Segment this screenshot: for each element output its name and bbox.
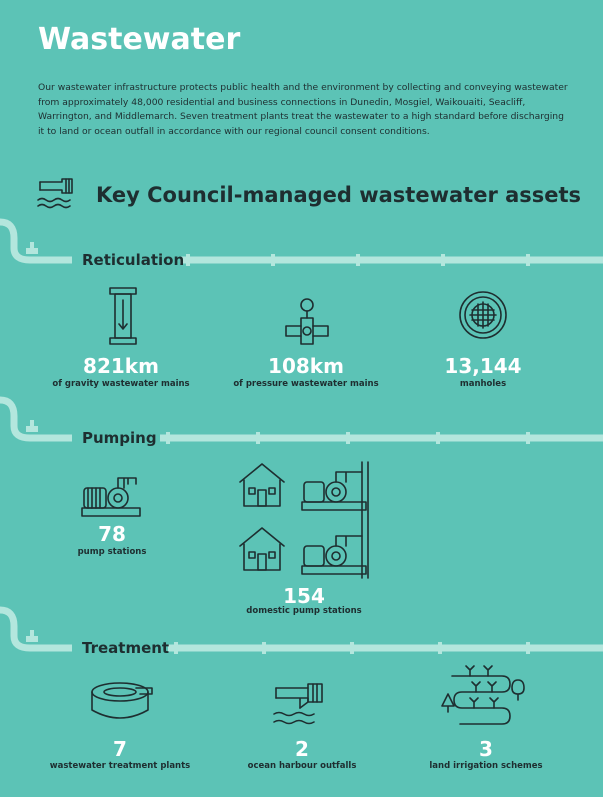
gravity-main-icon [108, 286, 138, 346]
outfall-pipe-icon [272, 682, 332, 726]
section-label-treatment: Treatment [82, 639, 170, 657]
stat-value: 154 [283, 584, 325, 608]
section-label-pumping: Pumping [82, 429, 157, 447]
stat-label: pump stations [77, 547, 147, 557]
key-assets-title: Key Council-managed wastewater assets [96, 183, 582, 207]
page-title: Wastewater [38, 22, 241, 57]
stat-value: 13,144 [444, 354, 522, 378]
stat-label: of gravity wastewater mains [52, 379, 190, 389]
pump-icon [80, 474, 142, 518]
stat-value: 7 [113, 737, 127, 761]
outfall-pipe-icon [36, 176, 80, 212]
stat-value: 3 [479, 737, 493, 761]
stat-label: of pressure wastewater mains [233, 379, 379, 389]
section-label-reticulation: Reticulation [82, 251, 185, 269]
house-pump-icon [236, 460, 376, 580]
irrigation-icon [440, 662, 526, 732]
stat-label: ocean harbour outfalls [247, 761, 357, 771]
pipe-divider [0, 396, 603, 456]
treatment-tank-icon [90, 680, 154, 724]
pressure-main-icon [284, 298, 330, 348]
manhole-icon [458, 290, 508, 340]
intro-paragraph: Our wastewater infrastructure protects public health and the environment by collecting and conveying wastewater from approximately 48,000 residential and business connections in Dunedin, Mosgiel, Waikouaiti, Seacliff, Warrington, and Middlemarch. Seven treatment plants treat the wastewater to a high standard before discharging it to land or ocean outfall in accordance with our regional council consent conditions. [38, 82, 568, 137]
pipe-divider [0, 606, 603, 666]
stat-label: land irrigation schemes [429, 761, 543, 771]
stat-label: wastewater treatment plants [49, 761, 191, 771]
stat-value: 78 [98, 522, 126, 546]
stat-value: 2 [295, 737, 309, 761]
pipe-divider [0, 218, 603, 278]
stat-value: 821km [83, 354, 159, 378]
stat-label: domestic pump stations [246, 606, 362, 616]
stat-label: manholes [459, 379, 507, 389]
stat-value: 108km [268, 354, 344, 378]
